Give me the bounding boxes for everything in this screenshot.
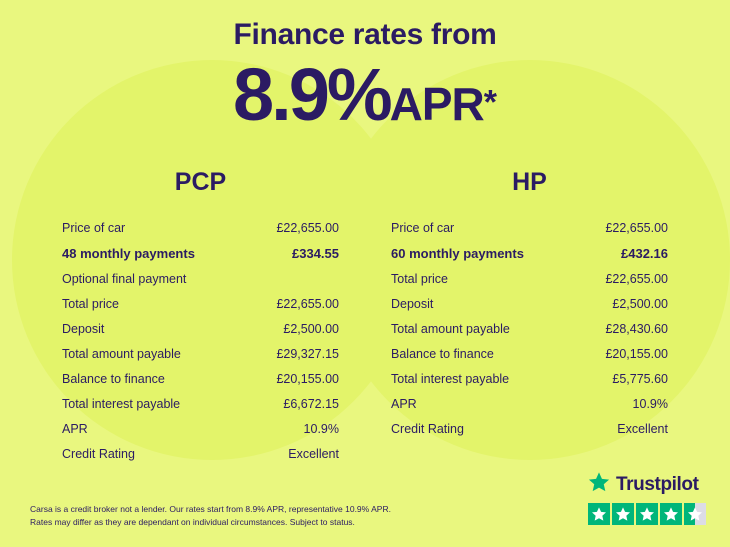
- table-row: [391, 366, 668, 391]
- trustpilot-star-icon: [588, 471, 610, 498]
- row-label: 48 monthly payments: [62, 245, 195, 261]
- row-value: £2,500.00: [283, 321, 339, 336]
- rate-headline: [0, 53, 730, 136]
- hp-table-title: HP: [512, 168, 547, 196]
- row-label: Credit Rating: [62, 446, 135, 461]
- disclaimer: [30, 503, 391, 529]
- row-value: £29,327.15: [276, 346, 339, 361]
- row-value: Excellent: [288, 446, 339, 461]
- row-value: 10.9%: [303, 421, 339, 436]
- trustpilot-wordmark: Trustpilot: [616, 473, 699, 495]
- rate-value: 8.9%: [232, 53, 390, 136]
- table-row: [391, 416, 668, 441]
- table-row: [62, 291, 339, 316]
- row-label: Total interest payable: [391, 371, 510, 386]
- row-value: £28,430.60: [605, 321, 668, 336]
- row-value: Excellent: [617, 421, 668, 436]
- row-label: Total price: [62, 296, 119, 311]
- row-value: £2,500.00: [612, 296, 668, 311]
- pcp-table-title: PCP: [174, 168, 227, 196]
- row-value: £20,155.00: [276, 371, 339, 386]
- finance-tables: [0, 168, 730, 466]
- row-label: Price of car: [62, 220, 126, 235]
- trustpilot-badge: [588, 471, 706, 525]
- row-value: £334.55: [292, 245, 339, 261]
- rating-star-icon: [588, 503, 610, 525]
- table-row: [62, 240, 339, 266]
- row-value: £432.16: [621, 245, 668, 261]
- table-row: [62, 441, 339, 466]
- row-label: Balance to finance: [391, 346, 494, 361]
- row-label: Price of car: [391, 220, 455, 235]
- row-value: £22,655.00: [276, 296, 339, 311]
- disclaimer-line-1: Carsa is a credit broker not a lender. Our rates start from 8.9% APR, representative 10.9% APR.: [30, 503, 391, 514]
- rate-asterisk: *: [483, 83, 498, 122]
- row-value: £5,775.60: [612, 371, 668, 386]
- table-row: [62, 391, 339, 416]
- table-row: [62, 366, 339, 391]
- table-row: [62, 416, 339, 441]
- rating-star-half-icon: [684, 503, 706, 525]
- pcp-table: [62, 168, 365, 466]
- row-label: Total amount payable: [62, 346, 181, 361]
- table-row: [391, 266, 668, 291]
- rate-unit: APR: [389, 78, 484, 130]
- table-row: [391, 316, 668, 341]
- row-label: Total price: [391, 271, 448, 286]
- row-label: APR: [391, 396, 417, 411]
- row-value: 10.9%: [632, 396, 668, 411]
- row-label: Credit Rating: [391, 421, 464, 436]
- table-row: [391, 341, 668, 366]
- row-value: £6,672.15: [283, 396, 339, 411]
- table-row: [391, 391, 668, 416]
- row-label: Balance to finance: [62, 371, 165, 386]
- table-row: [62, 215, 339, 240]
- row-label: Deposit: [62, 321, 105, 336]
- row-value: £22,655.00: [605, 220, 668, 235]
- table-row: [62, 341, 339, 366]
- table-row: [62, 316, 339, 341]
- rating-star-icon: [660, 503, 682, 525]
- row-label: Deposit: [391, 296, 434, 311]
- row-label: Optional final payment: [62, 271, 187, 286]
- table-row: [391, 291, 668, 316]
- row-label: Total amount payable: [391, 321, 510, 336]
- row-label: APR: [62, 421, 88, 436]
- rating-star-icon: [636, 503, 658, 525]
- row-value: £22,655.00: [605, 271, 668, 286]
- table-row: [391, 240, 668, 266]
- rating-star-icon: [612, 503, 634, 525]
- page-title: Finance rates from: [233, 18, 497, 51]
- row-value: £22,655.00: [276, 220, 339, 235]
- row-label: 60 monthly payments: [391, 245, 524, 261]
- table-row: [391, 215, 668, 240]
- disclaimer-line-2: Rates may differ as they are dependant on individual circumstances. Subject to status.: [30, 516, 355, 527]
- table-row: [62, 266, 339, 291]
- trustpilot-rating-stars: [588, 503, 706, 525]
- row-value: £20,155.00: [605, 346, 668, 361]
- hp-table: [365, 168, 668, 466]
- row-label: Total interest payable: [62, 396, 181, 411]
